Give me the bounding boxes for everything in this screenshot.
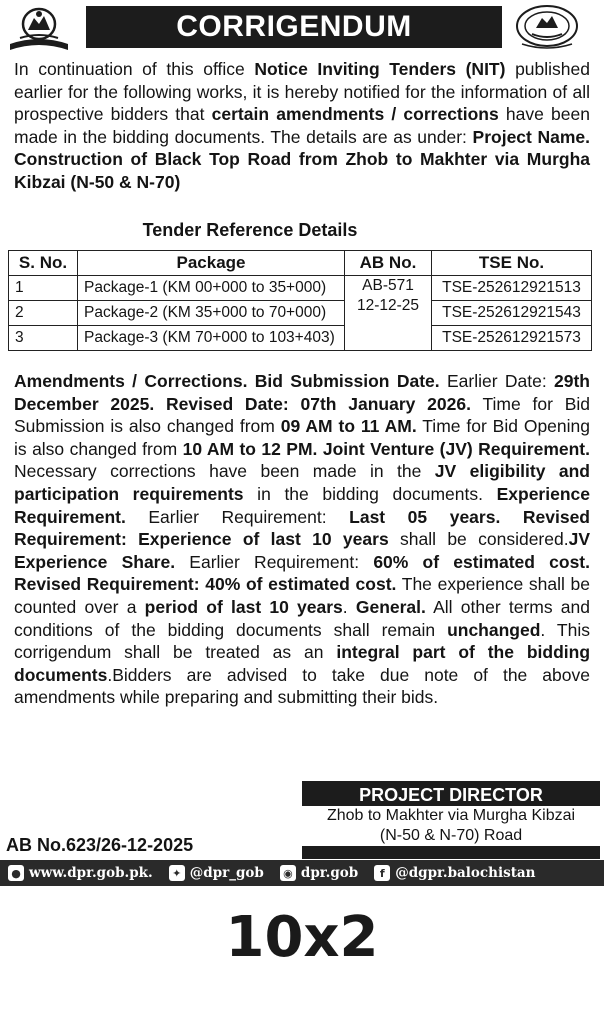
table-row <box>9 326 592 351</box>
director-line-1: Zhob to Makhter via Murgha Kibzai <box>326 807 576 824</box>
footer-website-text: www.dpr.gob.pk. <box>29 865 153 881</box>
footer-instagram[interactable] <box>280 865 358 881</box>
intro-paragraph <box>14 58 590 194</box>
amendments-paragraph <box>14 370 590 709</box>
ab-number: AB-571 <box>362 277 414 294</box>
row-tse: TSE-252612921573 <box>432 326 592 351</box>
amend-text: All other terms and conditions of the bidding documents shall remain <box>14 596 590 640</box>
footer-instagram-text: dpr.gob <box>300 865 359 881</box>
advertisement-number: AB No.623/26-12-2025 <box>6 835 194 855</box>
intro-text: In continuation of this office <box>14 59 255 79</box>
row-sno: 2 <box>9 301 78 326</box>
row-sno: 1 <box>9 276 78 301</box>
amend-text: Necessary corrections have been made in the <box>14 461 435 482</box>
amend-text: Time for Bid Submission is also changed from <box>14 393 590 437</box>
amend-text: Time for Bid Opening is also changed from <box>14 416 591 459</box>
amend-integral: integral part of the bidding documents <box>14 642 591 685</box>
row-tse: TSE-252612921513 <box>432 276 592 301</box>
footer-twitter[interactable] <box>169 865 264 881</box>
row-sno: 3 <box>9 326 78 351</box>
instagram-icon: ◉ <box>280 865 296 881</box>
project-director-details <box>302 806 600 846</box>
project-director-title: PROJECT DIRECTOR <box>359 785 543 805</box>
amend-dates: 29th December 2025. Revised Date: 07th January 2026. <box>14 371 590 414</box>
header-sno: S. No. <box>9 251 78 276</box>
amend-submission-time: 09 AM to 11 AM. <box>280 416 417 437</box>
ab-date: 12-12-25 <box>356 297 420 314</box>
row-package: Package-1 (KM 00+000 to 35+000) <box>78 276 345 301</box>
row-package: Package-3 (KM 70+000 to 103+403) <box>78 326 345 351</box>
intro-nit: Notice Inviting Tenders (NIT) <box>254 59 506 79</box>
amend-text: . This corrigendum shall be treated as an <box>14 619 590 663</box>
amend-opening-time: 10 AM to 12 PM. Joint Venture (JV) Requirement. <box>182 438 590 459</box>
corrigendum-title: CORRIGENDUM <box>86 6 502 48</box>
intro-amendments: certain amendments / corrections <box>211 104 499 125</box>
director-line-2: (N-50 & N-70) Road <box>379 827 523 844</box>
table-row <box>9 301 592 326</box>
ab-number-cell <box>345 276 432 351</box>
amend-experience-years: Last 05 years. Revised Requirement: Experience of last 10 years <box>14 506 590 550</box>
amend-text: . <box>342 596 356 617</box>
amend-text: The experience shall be counted over a <box>14 574 591 617</box>
tender-reference-table <box>8 250 592 351</box>
facebook-icon: f <box>374 865 390 881</box>
header-package: Package <box>78 251 345 276</box>
footer-website[interactable] <box>8 865 153 881</box>
row-package: Package-2 (KM 35+000 to 70+000) <box>78 301 345 326</box>
amend-experience: Experience Requirement. <box>14 483 590 527</box>
amend-heading: Amendments / Corrections. Bid Submission Date. <box>14 371 440 391</box>
header <box>0 0 604 56</box>
amend-text: in the bidding documents. <box>243 483 497 504</box>
intro-text: published earlier for the following works, it is hereby notified for the information of all prospective bidders that <box>14 59 590 125</box>
amend-text: .Bidders are advised to take due note of the above amendments while preparing and submitting their bids. <box>14 664 590 708</box>
amend-general: General. <box>355 596 426 617</box>
table-row <box>9 276 592 301</box>
header-ab-no: AB No. <box>345 251 432 276</box>
intro-text: have been made in the bidding documents. The details are as under: <box>14 104 590 147</box>
amend-text: Earlier Date: <box>439 371 555 391</box>
amend-jv-share: JV Experience Share. <box>14 529 590 572</box>
table-header-row <box>9 251 592 276</box>
twitter-icon: ✦ <box>169 865 185 881</box>
project-name: Project Name. Construction of Black Top Road from Zhob to Makhter via Murgha Kibzai (N-50 & N-70) <box>14 126 590 192</box>
amend-text: Earlier Requirement: <box>125 506 350 527</box>
footer-bar <box>0 860 604 886</box>
amend-period: period of last 10 years <box>144 596 343 617</box>
header-tse-no: TSE No. <box>432 251 592 276</box>
footer-facebook[interactable] <box>374 865 535 881</box>
globe-icon: ● <box>8 865 24 881</box>
footer-twitter-text: @dpr_gob <box>189 865 264 881</box>
footer-facebook-text: @dgpr.balochistan <box>395 865 536 881</box>
amend-text: Earlier Requirement: <box>175 551 374 572</box>
amend-unchanged: unchanged <box>447 619 541 640</box>
amend-text: shall be considered. <box>388 529 569 550</box>
amend-jv: JV eligibility and participation requirements <box>14 461 590 504</box>
tender-reference-title: Tender Reference Details <box>142 220 358 240</box>
department-emblem-icon <box>512 4 582 52</box>
ad-size-label: 10x2 <box>225 905 379 970</box>
amend-cost: 60% of estimated cost. Revised Requirement: 40% of estimated cost. <box>14 551 590 595</box>
row-tse: TSE-252612921543 <box>432 301 592 326</box>
government-emblem-icon <box>4 4 74 52</box>
